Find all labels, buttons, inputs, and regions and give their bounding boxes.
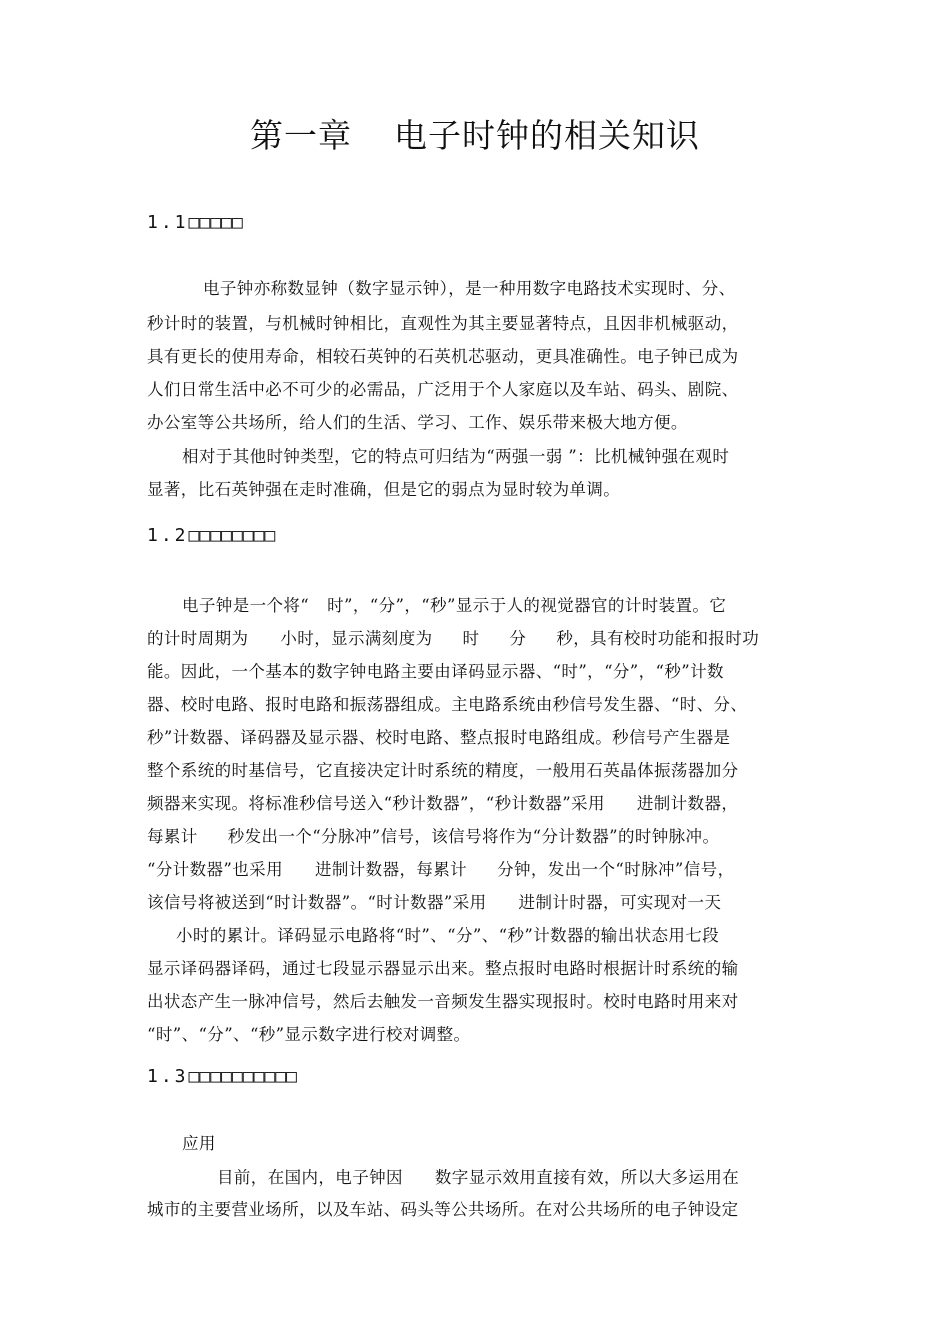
- paragraph-line: 秒”计数器、译码器及显示器、校时电路、整点报时电路组成。秒信号产生器是: [147, 728, 731, 747]
- paragraph-line: 相对于其他时钟类型，它的特点可归结为“两强一弱 ”：比机械钟强在观时: [182, 447, 730, 466]
- section-heading-1-3: 1.3□□□□□□□□□□: [147, 1066, 297, 1087]
- section-heading-1-1: 1.1□□□□□: [147, 212, 243, 233]
- paragraph-line: 显示译码器译码，通过七段显示器显示出来。整点报时电路时根据计时系统的输: [147, 959, 739, 978]
- paragraph-line: 显著，比石英钟强在走时准确，但是它的弱点为显时较为单调。: [147, 480, 621, 499]
- paragraph-line: 人们日常生活中必不可少的必需品，广泛用于个人家庭以及车站、码头、剧院、: [147, 380, 739, 399]
- paragraph-line: 每累计 秒发出一个“分脉冲”信号，该信号将作为“分计数器”的时钟脉冲。: [147, 827, 720, 846]
- paragraph-line: 整个系统的时基信号，它直接决定计时系统的精度，一般用石英晶体振荡器加分: [147, 761, 739, 780]
- section-heading-1-2: 1.2□□□□□□□□: [147, 525, 276, 546]
- paragraph-line: 目前，在国内，电子钟因 数字显示效用直接有效，所以大多运用在: [217, 1168, 740, 1187]
- paragraph-line: “分计数器”也采用 进制计数器，每累计 分钟，发出一个“时脉冲”信号，: [147, 860, 735, 879]
- chapter-title: [0, 110, 950, 157]
- paragraph-line: 城市的主要营业场所，以及车站、码头等公共场所。在对公共场所的电子钟设定: [147, 1200, 739, 1219]
- paragraph-line: 电子钟亦称数显钟（数字显示钟），是一种用数字电路技术实现时、分、: [203, 279, 736, 298]
- paragraph-line: “时”、“分”、“秒”显示数字进行校对调整。: [147, 1025, 471, 1044]
- paragraph-line: 该信号将被送到“时计数器”。“时计数器”采用 进制计时器，可实现对一天: [147, 893, 722, 912]
- paragraph-line: 出状态产生一脉冲信号，然后去触发一音频发生器实现报时。校时电路时用来对: [147, 992, 739, 1011]
- paragraph-line: 的计时周期为 小时，显示满刻度为 时 分 秒，具有校时功能和报时功: [147, 629, 760, 648]
- chapter-name: 电子时钟的相关知识: [394, 116, 700, 155]
- paragraph-line: 秒计时的装置，与机械时钟相比，直观性为其主要显著特点，且因非机械驱动，: [147, 314, 739, 333]
- subheading: 应用: [182, 1134, 216, 1153]
- paragraph-line: 小时的累计。译码显示电路将“时”、“分”、“秒”计数器的输出状态用七段: [176, 926, 720, 945]
- paragraph-line: 电子钟是一个将“ 时”，“分”，“秒”显示于人的视觉器官的计时装置。它: [182, 596, 727, 615]
- paragraph-line: 具有更长的使用寿命，相较石英钟的石英机芯驱动，更具准确性。电子钟已成为: [147, 347, 739, 366]
- paragraph-line: 频器来实现。将标准秒信号送入“秒计数器”，“秒计数器”采用 进制计数器，: [147, 794, 739, 813]
- paragraph-line: 能。因此，一个基本的数字钟电路主要由译码显示器、“时”，“分”，“秒”计数: [147, 662, 724, 681]
- paragraph-line: 器、校时电路、报时电路和振荡器组成。主电路系统由秒信号发生器、“时、分、: [147, 695, 748, 714]
- chapter-number: 第一章: [250, 116, 352, 155]
- paragraph-line: 办公室等公共场所，给人们的生活、学习、工作、娱乐带来极大地方便。: [147, 413, 688, 432]
